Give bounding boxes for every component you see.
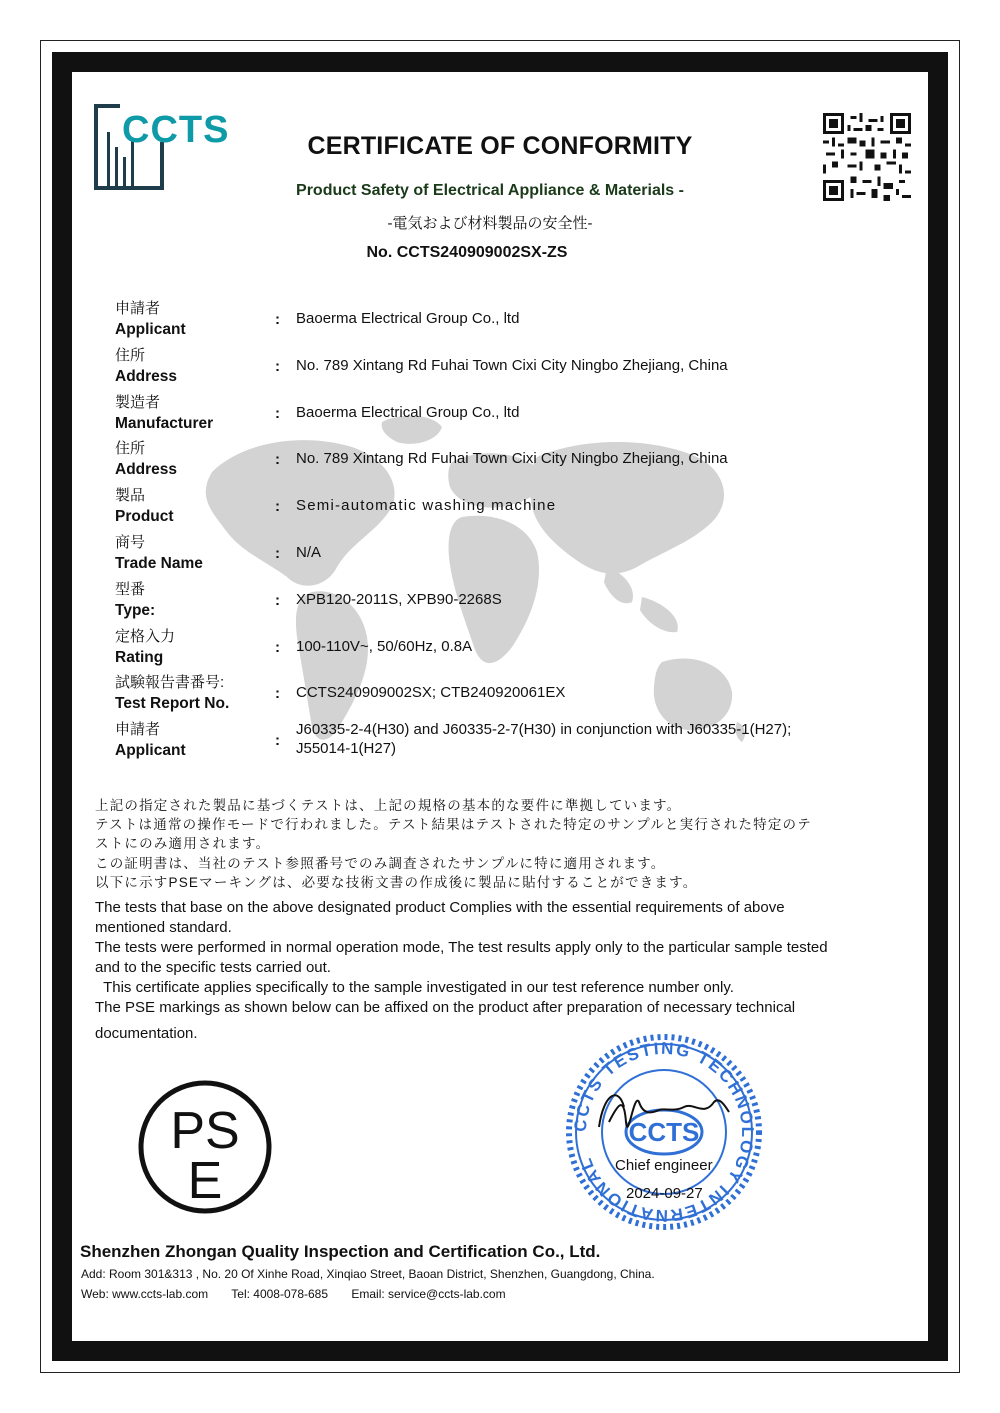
- standards-line-2: J55014-1(H27): [296, 740, 397, 758]
- field-value: CCTS240909002SX; CTB240920061EX: [296, 684, 566, 702]
- field-label-en: Trade Name: [115, 554, 203, 572]
- statement-jp: [95, 796, 925, 892]
- certificate-page: [72, 72, 928, 1341]
- field-label-jp: 型番: [115, 580, 146, 598]
- certificate-number: No. CCTS240909002SX-ZS: [366, 244, 568, 261]
- field-value: XPB120-2011S, XPB90-2268S: [296, 590, 502, 608]
- field-applicant: [115, 297, 915, 344]
- field-standards: [115, 718, 915, 765]
- field-label-jp: 製造者: [115, 393, 161, 411]
- field-value: 100-110V~, 50/60Hz, 0.8A: [296, 637, 473, 655]
- statement-en-line: The tests that base on the above designated product Complies with the essential requirements of above: [95, 899, 785, 916]
- field-value: Semi-automatic washing machine: [296, 497, 557, 515]
- field-product: [115, 484, 915, 531]
- signature-date: 2024-09-27: [626, 1185, 703, 1202]
- field-label-en: Address: [115, 461, 178, 479]
- certificate-fields: [115, 297, 915, 765]
- field-label-jp: 申請者: [115, 300, 161, 317]
- statement-en-line: documentation.: [95, 1025, 198, 1042]
- field-label-en: Address: [115, 367, 178, 385]
- statement-en-line: This certificate applies specifically to the sample investigated in our test reference number only.: [95, 979, 734, 996]
- certificate-subtitle: Product Safety of Electrical Appliance & Materials -: [296, 182, 684, 199]
- standards-line-1: J60335-2-4(H30) and J60335-2-7(H30) in conjunction with J60335-1(H27);: [296, 721, 792, 739]
- issuer-contacts: [81, 1287, 526, 1301]
- field-colon: :: [275, 685, 280, 703]
- field-value: No. 789 Xintang Rd Fuhai Town Cixi City Ningbo Zhejiang, China: [296, 450, 728, 468]
- field-label-jp: 商号: [115, 533, 146, 551]
- field-address: [115, 344, 915, 391]
- field-label-en: Manufacturer: [115, 414, 214, 432]
- statement-en-line: and to the specific tests carried out.: [95, 959, 331, 976]
- field-label-en: Test Report No.: [115, 695, 230, 713]
- statement-en: [95, 898, 925, 1044]
- statement-jp-line: 以下に示すPSEマーキングは、必要な技術文書の作成後に製品に貼付することができます。: [95, 874, 698, 890]
- field-value: Baoerma Electrical Group Co., ltd: [296, 403, 520, 421]
- issuer-website-link[interactable]: Web: www.ccts-lab.com: [81, 1287, 209, 1301]
- statement-jp-line: テストは通常の操作モードで行われました。テスト結果はテストされた特定のサンプルと実行された特定のテ: [95, 817, 812, 833]
- field-value: [296, 720, 896, 758]
- field-colon: :: [275, 732, 280, 750]
- field-colon: :: [275, 357, 280, 375]
- field-trade-name: [115, 531, 915, 578]
- stamp-ring-text: CCTS TESTING TECHNOLOGY INTERNATIONAL: [570, 1038, 758, 1226]
- logo-text: CCTS: [122, 109, 230, 151]
- statement-en-line: The PSE markings as shown below can be affixed on the product after preparation of necessary technical: [95, 999, 796, 1016]
- field-colon: :: [275, 404, 280, 422]
- field-colon: :: [275, 638, 280, 656]
- field-colon: :: [275, 311, 280, 328]
- field-label-en: Applicant: [115, 321, 186, 338]
- field-colon: :: [275, 544, 280, 562]
- pse-mark-top: PS: [170, 1102, 240, 1160]
- field-test-report-no: [115, 671, 915, 718]
- field-value: N/A: [296, 543, 322, 561]
- field-label-en: Rating: [115, 648, 164, 666]
- field-manufacturer: [115, 391, 915, 438]
- field-type: [115, 578, 915, 625]
- issuer-phone: Tel: 4008-078-685: [231, 1287, 329, 1301]
- field-label-jp: 住所: [115, 440, 146, 458]
- statement-jp-line: ストにのみ適用されます。: [95, 836, 271, 852]
- pse-mark-icon: [136, 1078, 274, 1216]
- field-label-en: Product: [115, 508, 174, 526]
- field-label-en: Type:: [115, 601, 156, 619]
- qr-code: [823, 113, 911, 201]
- company-seal-stamp: [564, 1032, 764, 1232]
- statement-jp-line: 上記の指定された製品に基づくテストは、上記の規格の基本的な要件に準拠しています。: [95, 798, 682, 813]
- certificate-title: CERTIFICATE OF CONFORMITY: [307, 132, 693, 160]
- field-rating: [115, 625, 915, 672]
- field-value: Baoerma Electrical Group Co., ltd: [296, 310, 520, 327]
- stamp-center-text: CCTS: [628, 1117, 700, 1147]
- issuer-address: Add: Room 301&313 , No. 20 Of Xinhe Road, Xinqiao Street, Baoan District, Shenzhen, Guangdong, China.: [81, 1267, 655, 1281]
- statement-en-line: mentioned standard.: [95, 919, 232, 936]
- certificate-subtitle-jp: -電気および材料製品の安全性-: [387, 215, 593, 232]
- field-label-jp: 製品: [115, 487, 146, 505]
- issuer-company-name: Shenzhen Zhongan Quality Inspection and Certification Co., Ltd.: [80, 1242, 601, 1261]
- statement-en-line: The tests were performed in normal operation mode, The test results apply only to the particular sample tested: [95, 939, 828, 956]
- field-label-jp: 定格入力: [115, 627, 176, 645]
- field-colon: :: [275, 498, 280, 516]
- field-manufacturer-address: [115, 437, 915, 484]
- pse-mark-bottom: E: [187, 1152, 223, 1210]
- statement-jp-line: この証明書は、当社のテスト参照番号でのみ調査されたサンプルに特に適用されます。: [95, 855, 666, 871]
- field-value: No. 789 Xintang Rd Fuhai Town Cixi City Ningbo Zhejiang, China: [296, 356, 728, 374]
- field-label-en: Applicant: [115, 742, 186, 760]
- field-label-jp: 試験報告書番号:: [115, 674, 225, 692]
- field-colon: :: [275, 591, 280, 609]
- issuer-email-link[interactable]: Email: service@ccts-lab.com: [351, 1287, 506, 1301]
- signatory-title: Chief engineer: [615, 1157, 713, 1174]
- field-colon: :: [275, 451, 280, 469]
- field-label-jp: 住所: [115, 346, 146, 364]
- field-label-jp: 申請者: [115, 721, 161, 739]
